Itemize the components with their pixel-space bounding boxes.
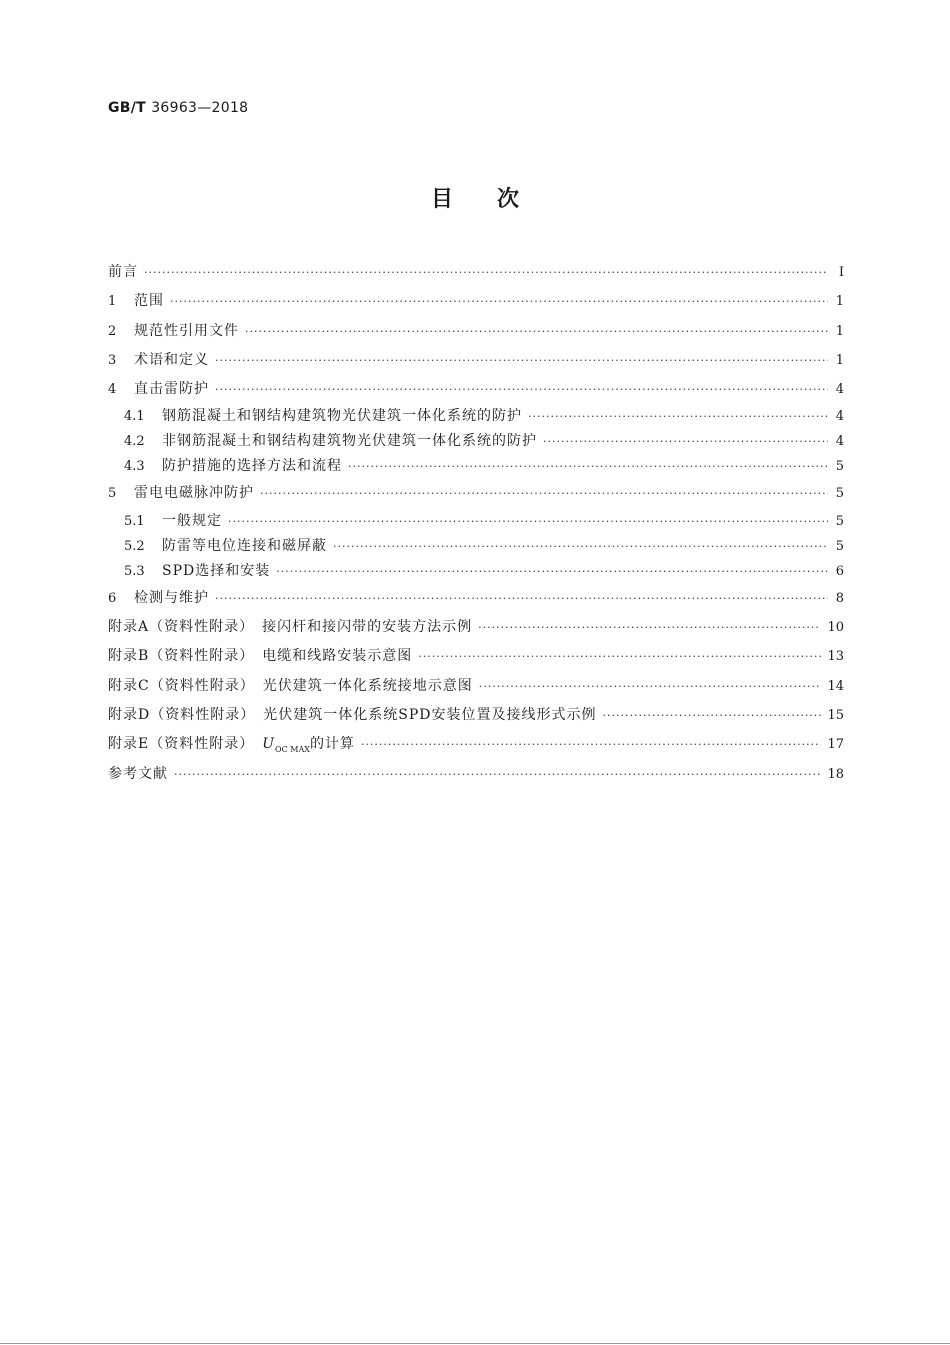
toc-section-number: 5 <box>108 486 117 502</box>
toc-section-number: 4.1 <box>124 409 145 425</box>
toc-section-number: 5.1 <box>124 513 145 529</box>
toc-page-number: 5 <box>835 538 844 554</box>
dot-leader <box>602 701 821 730</box>
toc-entry-title: 范围 <box>134 293 164 310</box>
toc-page-number: 1 <box>835 294 844 310</box>
toc-entry[interactable] <box>108 258 844 287</box>
dot-leader <box>260 479 828 508</box>
toc-section-number: 5.2 <box>124 538 145 554</box>
toc-page-number: 5 <box>835 486 844 502</box>
dot-leader <box>361 730 822 759</box>
toc-entry[interactable] <box>108 287 844 316</box>
toc-entry[interactable] <box>108 760 844 789</box>
toc-section-number: 2 <box>108 323 117 339</box>
toc-entry-title: 钢筋混凝土和钢结构建筑物光伏建筑一体化系统的防护 <box>162 408 522 425</box>
toc-entry-title: 附录C（资料性附录） 光伏建筑一体化系统接地示意图 <box>108 677 473 694</box>
toc-entry[interactable] <box>108 404 844 429</box>
toc-entry[interactable] <box>108 509 844 534</box>
dot-leader <box>215 375 828 404</box>
toc-entry[interactable] <box>108 559 844 584</box>
toc-entry-title: 附录A（资料性附录） 接闪杆和接闪带的安装方法示例 <box>108 619 473 636</box>
dot-leader <box>479 672 822 701</box>
dot-leader <box>543 429 828 454</box>
toc-entry-title: 雷电电磁脉冲防护 <box>134 485 254 502</box>
toc-entry-title: 规范性引用文件 <box>134 322 239 339</box>
toc-page-number: 5 <box>835 459 844 475</box>
toc-section-number: 6 <box>108 590 117 606</box>
dot-leader <box>215 584 828 613</box>
dot-leader <box>170 287 828 316</box>
toc-entry-title: 防护措施的选择方法和流程 <box>162 458 342 475</box>
table-of-contents <box>108 258 844 789</box>
toc-page-number: 6 <box>835 563 844 579</box>
dot-leader <box>276 559 828 584</box>
page-title: 目次 <box>430 187 563 212</box>
toc-page-number: 18 <box>827 766 844 782</box>
toc-entry[interactable] <box>108 613 844 642</box>
toc-entry[interactable] <box>108 642 844 671</box>
standard-code-prefix: GB/T <box>108 100 147 116</box>
toc-entry-title: 一般规定 <box>162 512 222 529</box>
toc-page-number: 1 <box>835 352 844 368</box>
toc-entry[interactable] <box>108 429 844 454</box>
toc-entry-title: 术语和定义 <box>134 351 209 368</box>
toc-entry[interactable] <box>108 479 844 508</box>
toc-entry[interactable] <box>108 317 844 346</box>
toc-entry[interactable] <box>108 375 844 404</box>
toc-page-number: 15 <box>827 707 844 723</box>
toc-page-number: 1 <box>835 323 844 339</box>
toc-page-number: 13 <box>827 649 844 665</box>
toc-page-number: 17 <box>827 737 844 753</box>
dot-leader <box>478 613 821 642</box>
toc-section-number: 4 <box>108 382 117 398</box>
toc-section-number: 1 <box>108 294 117 310</box>
dot-leader <box>245 317 828 346</box>
toc-entry-title: 检测与维护 <box>134 589 209 606</box>
voltage-symbol: U <box>262 736 276 753</box>
toc-entry[interactable] <box>108 534 844 559</box>
toc-entry-title: 非钢筋混凝土和钢结构建筑物光伏建筑一体化系统的防护 <box>162 433 537 450</box>
toc-page-number: 5 <box>835 513 844 529</box>
toc-page-number: 14 <box>827 678 844 694</box>
dot-leader <box>348 454 828 479</box>
toc-entry[interactable] <box>108 454 844 479</box>
toc-section-number: 4.2 <box>124 434 145 450</box>
toc-entry-title: 附录B（资料性附录） 电缆和线路安装示意图 <box>108 648 413 665</box>
toc-entry[interactable] <box>108 730 844 759</box>
toc-section-number: 4.3 <box>124 459 145 475</box>
toc-section-number: 5.3 <box>124 563 145 579</box>
toc-page-number: 10 <box>827 620 844 636</box>
toc-entry[interactable] <box>108 672 844 701</box>
toc-entry-title: 附录E（资料性附录） $U_{OC MAX}$的计算 <box>108 736 355 755</box>
toc-entry-title: 附录D（资料性附录） 光伏建筑一体化系统SPD安装位置及接线形式示例 <box>108 706 597 723</box>
page-bottom-edge <box>0 1343 950 1344</box>
toc-page-number: Ⅰ <box>838 265 844 280</box>
toc-section-number: 3 <box>108 352 117 368</box>
dot-leader <box>174 760 821 789</box>
voltage-subscript: OC MAX <box>275 745 310 755</box>
standard-code <box>108 100 248 116</box>
toc-entry[interactable] <box>108 346 844 375</box>
toc-entry[interactable] <box>108 584 844 613</box>
toc-entry[interactable] <box>108 701 844 730</box>
toc-entry-title: 防雷等电位连接和磁屏蔽 <box>162 537 327 554</box>
dot-leader <box>528 404 828 429</box>
standard-code-number: 36963—2018 <box>151 100 249 116</box>
toc-page-number: 4 <box>835 434 844 450</box>
toc-page-number: 8 <box>835 590 844 606</box>
dot-leader <box>418 642 821 671</box>
toc-entry-title: 参考文献 <box>108 765 168 782</box>
toc-entry-title: SPD选择和安装 <box>162 562 271 579</box>
toc-page-number: 4 <box>835 382 844 398</box>
toc-page-number: 4 <box>835 409 844 425</box>
dot-leader <box>228 509 828 534</box>
dot-leader <box>333 534 828 559</box>
toc-entry-title: 直击雷防护 <box>134 381 209 398</box>
dot-leader <box>215 346 828 375</box>
toc-entry-title: 前言 <box>108 264 138 280</box>
dot-leader <box>144 258 828 287</box>
